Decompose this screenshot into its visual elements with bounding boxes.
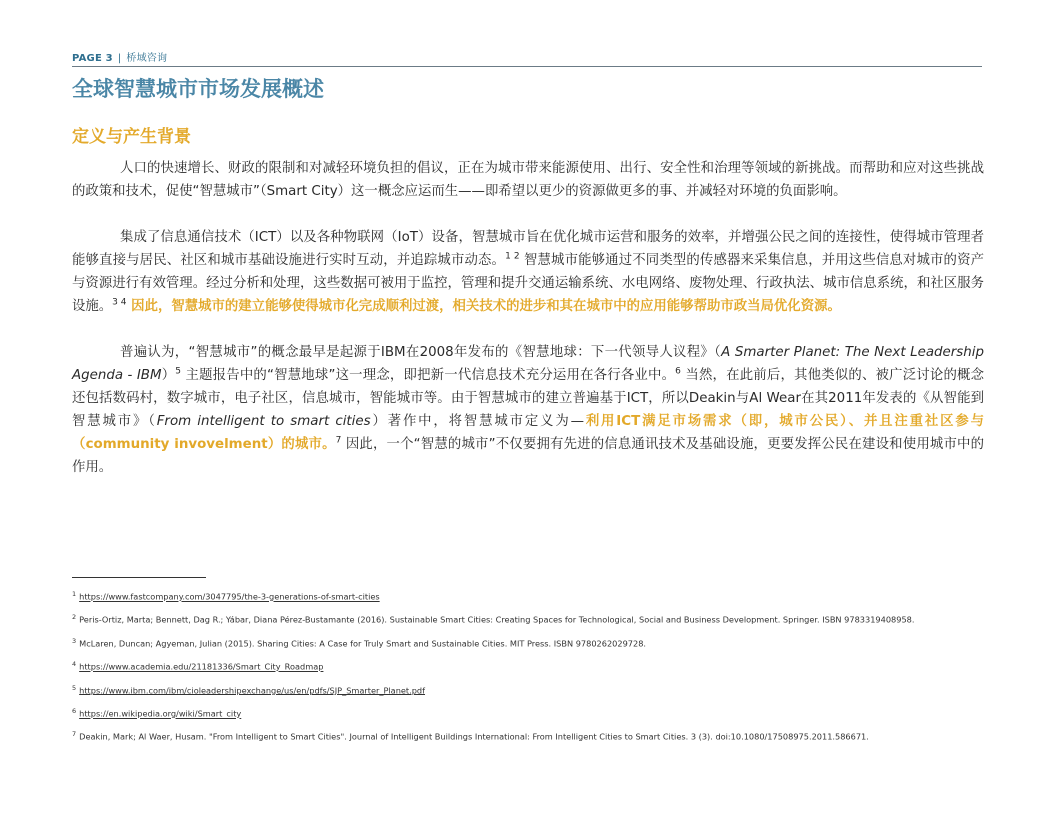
footnote-4 bbox=[72, 657, 984, 680]
p3-text-b: ） bbox=[161, 368, 176, 383]
header-org: 桥域咨询 bbox=[126, 53, 168, 64]
p3-text-f: 因此，一个“智慧的城市”不仅要拥有先进的信息通讯技术及基础设施，更要发挥公民在建设和使用城市中的作用。 bbox=[72, 437, 984, 475]
footnote-link[interactable]: https://www.fastcompany.com/3047795/the-3-generations-of-smart-cities bbox=[79, 591, 380, 602]
footnote-ref-6[interactable]: 6 bbox=[675, 366, 681, 377]
footnote-number: 1 bbox=[72, 590, 77, 598]
footnote-ref-7[interactable]: 7 bbox=[335, 435, 342, 446]
page-number: PAGE 3 bbox=[72, 53, 113, 64]
p3-text-e: ）著作中，将智慧城市定义为— bbox=[370, 414, 584, 429]
paragraph-3 bbox=[72, 341, 984, 479]
p2-highlight: 因此，智慧城市的建立能够使得城市化完成顺利过渡，相关技术的进步和其在城市中的应用能够帮助市政当局优化资源。 bbox=[126, 299, 841, 314]
footnote-1 bbox=[72, 587, 984, 610]
footnote-ref-3-4[interactable]: 3 4 bbox=[112, 297, 127, 308]
footnote-3 bbox=[72, 634, 984, 657]
paragraph-2 bbox=[72, 226, 984, 318]
footnote-number: 2 bbox=[72, 613, 77, 622]
page-title: 全球智慧城市市场发展概述 bbox=[72, 77, 324, 101]
footnote-5 bbox=[72, 681, 984, 704]
footnote-text: Peris-Ortiz, Marta; Bennett, Dag R.; Yábar, Diana Pérez-Bustamante (2016). Sustainable Smart Cities: Creating Spaces for Technological, Social and Business Development. Springer. ISBN 9783319408958. bbox=[79, 615, 915, 626]
p2-text-a: 集成了信息通信技术（ICT）以及各种物联网（IoT）设备，智慧城市旨在优化城市运营和服务的效率，并增强公民之间的连接性，使得城市管理者能够直接与居民、社区和城市基础设施进行实时互动，并追踪城市动态。 bbox=[72, 230, 984, 268]
footnote-link[interactable]: https://en.wikipedia.org/wiki/Smart_city bbox=[79, 708, 242, 719]
footnote-link[interactable]: https://www.ibm.com/ibm/cioleadershipexchange/us/en/pdfs/SJP_Smarter_Planet.pdf bbox=[79, 685, 426, 696]
footnote-2 bbox=[72, 610, 984, 633]
footnote-number: 7 bbox=[72, 730, 77, 739]
footnote-number: 6 bbox=[72, 706, 77, 715]
footnote-6 bbox=[72, 704, 984, 727]
footnote-text: Deakin, Mark; Al Waer, Husam. "From Intelligent to Smart Cities". Journal of Intelligent Buildings International: From Intelligent Cities to Smart Cities. 3 (3). doi:10.1080/17508975.2011.586671. bbox=[79, 732, 869, 743]
footnote-number: 3 bbox=[72, 636, 77, 645]
p3-text-c: 主题报告中的“智慧地球”这一理念，即把新一代信息技术充分运用在各行各业中。 bbox=[181, 368, 676, 383]
p3-english-title-1: A Smarter Planet: The Next Leadership Agenda - IBM bbox=[72, 345, 984, 383]
footnote-number: 4 bbox=[72, 660, 77, 669]
p3-highlight: 利用ICT满足市场需求（即，城市公民）、并且注重社区参与（community invovelment）的城市。 bbox=[72, 414, 985, 452]
p3-text-a: 普遍认为，“智慧城市”的概念最早是起源于IBM在2008年发布的《智慧地球：下一代领导人议程》（ bbox=[120, 345, 722, 360]
footnote-text: McLaren, Duncan; Agyeman, Julian (2015). Sharing Cities: A Case for Truly Smart and Sustainable Cities. MIT Press. ISBN 9780262029728. bbox=[79, 638, 647, 649]
footnotes bbox=[72, 587, 984, 751]
footnote-ref-1-2[interactable]: 1 2 bbox=[505, 251, 520, 262]
footnote-number: 5 bbox=[72, 683, 77, 692]
footnote-ref-5[interactable]: 5 bbox=[175, 366, 182, 377]
p1-text: 人口的快速增长、财政的限制和对减轻环境负担的倡议，正在为城市带来能源使用、出行、安全性和治理等领域的新挑战。而帮助和应对这些挑战的政策和技术，促使“智慧城市”（Smart City）这一概念应运而生——即希望以更少的资源做更多的事、并减轻对环境的负面影响。 bbox=[72, 161, 984, 199]
footnote-rule bbox=[72, 577, 206, 578]
footnote-7 bbox=[72, 727, 984, 750]
p2-text-b: 智慧城市能够通过不同类型的传感器来采集信息，并用这些信息对城市的资产与资源进行有效管理。经过分析和处理，这些数据可被用于监控，管理和提升交通运输系统、水电网络、废物处理、行政执法、城市信息系统，和社区服务设施。 bbox=[72, 253, 984, 314]
p3-english-title-2: From intelligent to smart cities bbox=[156, 414, 371, 429]
body-text bbox=[72, 157, 984, 502]
section-heading: 定义与产生背景 bbox=[72, 127, 191, 147]
header-separator: | bbox=[117, 53, 122, 64]
page-header bbox=[72, 49, 167, 64]
footnote-link[interactable]: https://www.academia.edu/21181336/Smart_City_Roadmap bbox=[79, 661, 324, 672]
header-rule bbox=[72, 66, 982, 67]
p3-text-d: 当然，在此前后，其他类似的、被广泛讨论的概念还包括数码村，数字城市，电子社区，信息城市，智能城市等。由于智慧城市的建立普遍基于ICT，所以Deakin与Al Wear在其2011年发表的《从智能到智慧城市》（ bbox=[72, 368, 984, 429]
paragraph-1 bbox=[72, 157, 984, 203]
